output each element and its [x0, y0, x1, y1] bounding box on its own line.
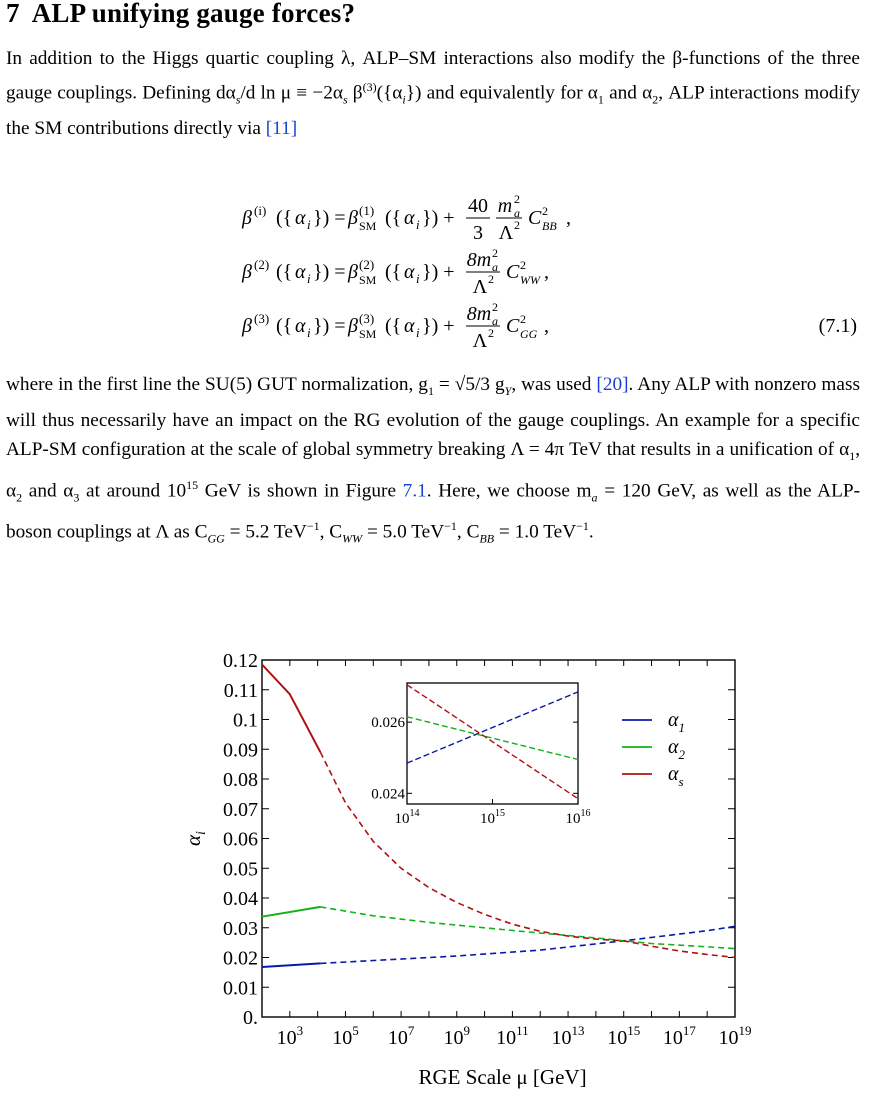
svg-text:}) =: }) = [313, 261, 346, 283]
svg-text:BB: BB [542, 219, 557, 233]
svg-text:Λ: Λ [472, 276, 488, 298]
text-line: of the gauge couplings. An example for a specific ALP-SM configuration at the scale [6, 409, 860, 460]
eq-coupling: C [506, 261, 520, 283]
eq-sm-beta: β [348, 261, 358, 283]
svg-text:,: , [544, 261, 549, 283]
svg-text:2: 2 [520, 258, 526, 272]
y-tick-label: 0.08 [223, 769, 258, 791]
y-axis-label [181, 831, 209, 846]
svg-text:SM: SM [359, 273, 377, 287]
svg-text:2: 2 [488, 326, 494, 340]
legend-label: $\alpha_1$ [668, 709, 685, 735]
x-axis-label: RGE Scale μ [GeV] [418, 1065, 587, 1089]
svg-text:Λ: Λ [498, 222, 514, 244]
text-line: , was used [511, 374, 597, 395]
svg-text:2: 2 [542, 204, 548, 218]
svg-text:α: α [404, 315, 415, 337]
svg-text:40: 40 [468, 195, 488, 217]
series-line-solid [262, 963, 320, 967]
text-line: β-functions of the three gauge couplings. Defining dα [6, 48, 860, 104]
text-line: of global symmetry breaking Λ = 4π TeV that results in a unification of α [281, 438, 850, 460]
svg-text:SM: SM [359, 327, 377, 341]
svg-text:(3): (3) [359, 311, 375, 326]
x-tick-label: $10^{17}$ [662, 1023, 696, 1049]
series-line-solid [262, 665, 320, 753]
eq-lhs: β [242, 207, 252, 229]
svg-text:2: 2 [514, 192, 520, 206]
inset-y-tick-label: 0.024 [371, 786, 405, 803]
svg-text:α: α [295, 315, 306, 337]
svg-text:α: α [404, 261, 415, 283]
eq-sm-beta: β [348, 315, 358, 337]
svg-text:GG: GG [520, 327, 538, 341]
y-tick-label: 0.05 [223, 858, 258, 881]
svg-text:}) +: }) + [422, 207, 455, 229]
svg-text:,: , [544, 315, 549, 337]
x-tick-label: $10^9$ [443, 1023, 471, 1049]
y-tick-label: 0.12 [223, 650, 258, 672]
eq-sm-beta: β [348, 207, 358, 229]
text-line: , ALP interactions modify the SM contributions directly [6, 82, 860, 140]
section-heading [6, 0, 355, 29]
svg-text:αi: $\alpha_i$ [181, 831, 209, 846]
svg-text:2: 2 [488, 272, 494, 286]
body-paragraph: where in the first line the SU(5) GUT normalization, $g_1 = √5/3$ $g_Y$, was used [20]. Any ALP with nonzero mass will thus necessarily have an impact on the RG evolution of the gauge couplings. An example for a specific ALP-SM configuration at the scale of global symmetry breaking Λ = 4π TeV that results in a unification of $\alpha_1$, $\alpha_2$ and $\alpha_3$ at around $10^{15}$ GeV is shown in Figure 7.1. Here, we choose $m_a = 120$ GeV, as well as the ALP-boson couplings at Λ as $C_{GG} = 5.2$ TeV$^{-1}$, $C_{WW} = 5.0$ TeV$^{-1}$, $C_{BB} = 1.0$ TeV$^{-1}$. [6, 374, 861, 546]
svg-text:a: a [492, 260, 498, 274]
svg-text:}) +: }) + [422, 261, 455, 283]
legend-label: $\alpha_2$ [668, 736, 685, 762]
y-tick-label: 0.09 [223, 739, 258, 762]
svg-text:({: ({ [385, 207, 402, 229]
y-tick-label: 0. [243, 1007, 258, 1029]
equation-row [241, 192, 571, 244]
figure-link[interactable]: 7.1 [402, 480, 427, 502]
coupling-running-chart [170, 640, 780, 1092]
series-line-solid [262, 907, 320, 917]
citation-link-11[interactable]: [11] [265, 118, 298, 140]
svg-text:,: , [566, 207, 571, 229]
text-line: equivalently for α [459, 82, 598, 104]
svg-text:SM: SM [359, 219, 377, 233]
svg-text:i: i [416, 325, 420, 340]
svg-text:a: a [514, 206, 520, 220]
svg-text:3: 3 [473, 222, 483, 244]
svg-text:i: i [416, 217, 420, 232]
text-line: and α [603, 82, 653, 104]
svg-text:Λ: Λ [472, 330, 488, 352]
inset-y-tick-label: 0.026 [371, 715, 405, 732]
y-tick-label: 0.01 [223, 977, 258, 1000]
y-tick-label: 0.11 [223, 679, 258, 702]
svg-text:2: 2 [492, 300, 498, 314]
x-tick-label: $10^{13}$ [551, 1023, 585, 1049]
y-tick-label: 0.04 [223, 888, 258, 910]
figure-7-1 [170, 640, 780, 1092]
svg-text:(2): (2) [359, 257, 375, 272]
text-line: where in the first line the SU(5) GUT normalization, g [6, 374, 428, 395]
equation-block [0, 190, 869, 370]
eq-lhs-sup: (i) [254, 203, 267, 218]
svg-text:WW: WW [520, 273, 540, 287]
svg-text:(1): (1) [359, 203, 375, 218]
svg-text:}) +: }) + [422, 315, 455, 337]
svg-text:({: ({ [385, 261, 402, 283]
equation-row [241, 300, 857, 352]
x-tick-label: $10^7$ [387, 1023, 415, 1049]
x-tick-label: $10^5$ [332, 1023, 359, 1049]
svg-text:2: 2 [492, 246, 498, 260]
x-tick-label: $10^{19}$ [718, 1023, 752, 1049]
inset-x-tick-label: $10^{14}$ [394, 808, 420, 827]
x-tick-label: $10^3$ [276, 1023, 304, 1049]
section-number: 7 [6, 0, 20, 28]
text-line: In addition to the Higgs quartic coupling λ, ALP–SM interactions also modify the [6, 48, 666, 69]
svg-text:i: i [307, 325, 311, 340]
svg-text:m: m [497, 195, 513, 217]
eq-lhs: β [242, 315, 252, 337]
svg-text:8m: 8m [466, 249, 492, 271]
svg-text:i: i [307, 271, 311, 286]
text-line: β [347, 82, 363, 104]
equation-row [241, 246, 549, 298]
eq-coupling: C [528, 207, 542, 229]
svg-text:2: 2 [514, 218, 520, 232]
equation-number: (7.1) [818, 315, 857, 337]
inset-x-tick-label: $10^{15}$ [480, 808, 505, 827]
eq-arg: ({ [276, 315, 293, 337]
intro-paragraph: In addition to the Higgs quartic coupling λ, ALP–SM interactions also modify the β-functions of the three gauge couplings. Defining $d\alpha_s/d$ $\ln \mu \equiv -2\alpha_s$ $\beta^{(3)}(\{\alpha_i\})$ and equivalently for $\alpha_1$ and $\alpha_2$, ALP interactions modify the SM contributions directly via [11] [6, 48, 860, 140]
svg-text:a: a [492, 314, 498, 328]
y-tick-label: 0.07 [223, 798, 258, 821]
citation-link-20[interactable]: [20] [596, 374, 629, 395]
svg-text:}) =: }) = [313, 207, 346, 229]
svg-text:i: i [307, 217, 311, 232]
eq-arg: ({ [276, 261, 293, 283]
eq-coupling: C [506, 315, 520, 337]
svg-text:α: α [295, 207, 306, 229]
svg-text:2: 2 [520, 312, 526, 326]
y-tick-label: 0.06 [223, 828, 258, 851]
svg-text:8m: 8m [466, 303, 492, 325]
text-line: ({α [376, 82, 403, 104]
svg-text:}) =: }) = [313, 315, 346, 337]
section-title: ALP unifying gauge forces? [31, 0, 356, 28]
eq-lhs-sup: (3) [254, 311, 270, 326]
text-line: via [237, 118, 266, 140]
inset-x-tick-label: $10^{16}$ [565, 808, 591, 827]
y-tick-label: 0.03 [223, 917, 258, 940]
eq-lhs: β [242, 261, 252, 283]
x-tick-label: $10^{11}$ [496, 1023, 529, 1049]
eq-lhs-sup: (2) [254, 257, 270, 272]
svg-text:({: ({ [385, 315, 402, 337]
y-tick-label: 0.02 [223, 947, 258, 970]
text-line: Any ALP with nonzero mass will thus necessarily have an impact on the RG evolution [6, 374, 860, 431]
text-line: /d ln μ ≡ −2α [240, 82, 343, 104]
eq-arg: ({ [276, 207, 293, 229]
y-tick-label: 0.1 [233, 709, 258, 732]
legend-label: $\alpha_s$ [668, 763, 684, 789]
x-tick-label: $10^{15}$ [607, 1023, 641, 1049]
svg-text:i: i [416, 271, 420, 286]
svg-text:α: α [404, 207, 415, 229]
text-line: }) and [405, 82, 455, 104]
svg-text:α: α [295, 261, 306, 283]
text-line: = √5/3 g [433, 374, 505, 395]
